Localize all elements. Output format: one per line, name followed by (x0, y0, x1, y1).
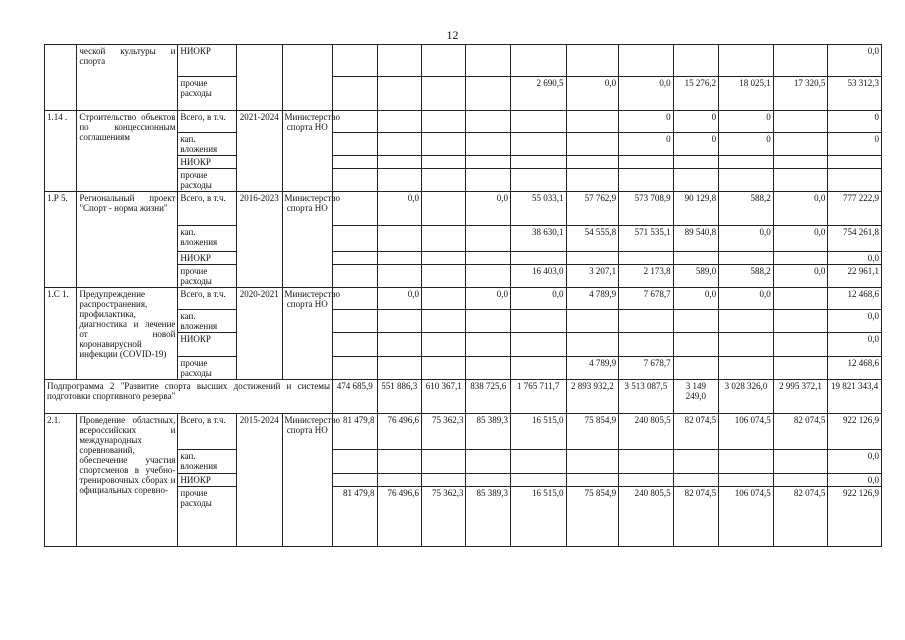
value-cell: 2 173,8 (619, 265, 674, 288)
value-cell (828, 169, 882, 192)
value-cell: 76 496,6 (377, 414, 421, 450)
cost-type-label: прочие расходы (178, 357, 237, 380)
value-cell: 82 074,5 (773, 487, 828, 547)
value-cell (422, 156, 466, 169)
value-cell: 0,0 (673, 288, 718, 310)
period-cell: 2015-2024 (237, 414, 282, 547)
value-cell (466, 77, 510, 111)
value-cell: 0,0 (619, 77, 674, 111)
value-cell (510, 474, 566, 487)
value-cell (333, 265, 377, 288)
executor-cell: Министерство спорта НО (282, 111, 333, 192)
value-cell (510, 333, 566, 357)
value-cell (333, 156, 377, 169)
value-cell (566, 45, 619, 77)
value-cell: 106 074,5 (719, 487, 774, 547)
value-cell (566, 310, 619, 333)
value-cell (466, 265, 510, 288)
value-cell: 38 630,1 (510, 226, 566, 252)
value-cell (673, 357, 718, 380)
value-cell (377, 357, 421, 380)
value-cell (333, 357, 377, 380)
value-cell (510, 169, 566, 192)
value-cell (773, 45, 828, 77)
value-cell: 0 (619, 111, 674, 133)
value-cell (422, 226, 466, 252)
value-cell: 240 805,5 (619, 414, 674, 450)
value-cell (422, 169, 466, 192)
value-cell (422, 357, 466, 380)
value-cell: 81 479,8 (333, 487, 377, 547)
value-cell: 0,0 (566, 77, 619, 111)
value-cell: 89 540,8 (673, 226, 718, 252)
value-cell: 0,0 (466, 288, 510, 310)
value-cell (773, 133, 828, 156)
value-cell (333, 333, 377, 357)
value-cell (773, 310, 828, 333)
value-cell (510, 45, 566, 77)
value-cell: 81 479,8 (333, 414, 377, 450)
value-cell (510, 156, 566, 169)
value-cell (422, 111, 466, 133)
value-cell: 0,0 (377, 192, 421, 226)
value-cell (510, 357, 566, 380)
value-cell (719, 357, 774, 380)
value-cell (377, 474, 421, 487)
value-cell: 0 (673, 133, 718, 156)
value-cell: 75 854,9 (566, 487, 619, 547)
value-cell: 4 789,9 (566, 357, 619, 380)
value-cell (333, 77, 377, 111)
cost-type-label: НИОКР (178, 252, 237, 265)
value-cell: 16 515,0 (510, 414, 566, 450)
value-cell: 75 854,9 (566, 414, 619, 450)
value-cell (566, 156, 619, 169)
value-cell (466, 169, 510, 192)
value-cell (422, 450, 466, 474)
period-cell: 2020-2021 (237, 288, 282, 380)
value-cell (719, 450, 774, 474)
value-cell: 0 (719, 111, 774, 133)
value-cell: 2 893 932,2 (566, 380, 619, 414)
value-cell: 474 685,9 (333, 380, 377, 414)
value-cell: 0,0 (828, 310, 882, 333)
value-cell: 90 129,8 (673, 192, 718, 226)
value-cell (377, 77, 421, 111)
value-cell (466, 45, 510, 77)
value-cell: 589,0 (673, 265, 718, 288)
cost-type-label: кап. вложения (178, 133, 237, 156)
item-number: 1.14 . (45, 111, 77, 192)
value-cell: 82 074,5 (673, 414, 718, 450)
item-name: Региональный проект "Спорт - норма жизни" (77, 192, 178, 288)
value-cell (422, 192, 466, 226)
table-row (45, 111, 882, 133)
item-number: 2.1. (45, 414, 77, 547)
value-cell: 0 (719, 133, 774, 156)
value-cell (566, 252, 619, 265)
value-cell: 551 886,3 (377, 380, 421, 414)
value-cell: 922 126,9 (828, 414, 882, 450)
value-cell: 54 555,8 (566, 226, 619, 252)
value-cell (619, 45, 674, 77)
value-cell (773, 450, 828, 474)
value-cell: 588,2 (719, 192, 774, 226)
value-cell: 53 312,3 (828, 77, 882, 111)
period-cell: 2016-2023 (237, 192, 282, 288)
value-cell: 0,0 (773, 265, 828, 288)
value-cell (422, 333, 466, 357)
value-cell (466, 252, 510, 265)
value-cell (719, 156, 774, 169)
cost-type-label: Всего, в т.ч. (178, 111, 237, 133)
executor-cell: Министерство спорта НО (282, 288, 333, 380)
value-cell (566, 111, 619, 133)
value-cell (377, 226, 421, 252)
value-cell: 0,0 (828, 45, 882, 77)
value-cell (510, 111, 566, 133)
cost-type-label: Всего, в т.ч. (178, 192, 237, 226)
cost-type-label: НИОКР (178, 333, 237, 357)
value-cell: 57 762,9 (566, 192, 619, 226)
value-cell (719, 252, 774, 265)
value-cell (466, 357, 510, 380)
value-cell (377, 333, 421, 357)
value-cell (510, 310, 566, 333)
value-cell: 85 389,3 (466, 487, 510, 547)
value-cell (377, 111, 421, 133)
value-cell (377, 133, 421, 156)
value-cell (510, 252, 566, 265)
value-cell: 16 515,0 (510, 487, 566, 547)
value-cell: 76 496,6 (377, 487, 421, 547)
value-cell: 571 535,1 (619, 226, 674, 252)
value-cell (333, 474, 377, 487)
value-cell: 82 074,5 (673, 487, 718, 547)
value-cell: 2 690,5 (510, 77, 566, 111)
value-cell: 0,0 (377, 288, 421, 310)
item-name: Проведение областных, всероссийских и международных соревнований, обеспечение участия спортсменов в учебно-тренировочных сборах и официальных соревно- (77, 414, 178, 547)
value-cell: 0,0 (773, 192, 828, 226)
value-cell: 0,0 (466, 192, 510, 226)
value-cell (566, 450, 619, 474)
value-cell: 610 367,1 (422, 380, 466, 414)
value-cell (422, 252, 466, 265)
value-cell (333, 252, 377, 265)
value-cell (566, 474, 619, 487)
value-cell: 22 961,1 (828, 265, 882, 288)
value-cell (466, 450, 510, 474)
value-cell (333, 45, 377, 77)
value-cell (377, 265, 421, 288)
value-cell: 3 207,1 (566, 265, 619, 288)
value-cell (422, 45, 466, 77)
value-cell (466, 333, 510, 357)
value-cell (333, 450, 377, 474)
subprogram-row (45, 380, 882, 414)
value-cell: 85 389,3 (466, 414, 510, 450)
value-cell (673, 252, 718, 265)
value-cell (333, 133, 377, 156)
item-number: 1.С 1. (45, 288, 77, 380)
cost-type-label: кап. вложения (178, 310, 237, 333)
value-cell: 82 074,5 (773, 414, 828, 450)
value-cell (422, 133, 466, 156)
value-cell: 0 (828, 111, 882, 133)
table-row (45, 288, 882, 310)
value-cell: 3 028 326,0 (719, 380, 774, 414)
value-cell: 7 678,7 (619, 357, 674, 380)
value-cell: 0 (619, 133, 674, 156)
executor-cell: Министерство спорта НО (282, 414, 333, 547)
value-cell (673, 333, 718, 357)
value-cell: 0,0 (719, 226, 774, 252)
value-cell: 922 126,9 (828, 487, 882, 547)
cost-type-label: НИОКР (178, 474, 237, 487)
table-row (45, 45, 882, 77)
value-cell: 573 708,9 (619, 192, 674, 226)
value-cell (566, 133, 619, 156)
value-cell (773, 169, 828, 192)
value-cell (333, 310, 377, 333)
value-cell (773, 252, 828, 265)
value-cell (828, 156, 882, 169)
value-cell (377, 310, 421, 333)
period-cell: 2021-2024 (237, 111, 282, 192)
item-name: Строительство объектов по концессионным соглашениям (77, 111, 178, 192)
value-cell (377, 156, 421, 169)
value-cell: 588,2 (719, 265, 774, 288)
item-number: 1.Р 5. (45, 192, 77, 288)
value-cell (719, 45, 774, 77)
value-cell: 754 261,8 (828, 226, 882, 252)
value-cell: 12 468,6 (828, 288, 882, 310)
page-number: 12 (446, 28, 459, 42)
value-cell: 55 033,1 (510, 192, 566, 226)
value-cell: 7 678,7 (619, 288, 674, 310)
value-cell: 0 (828, 133, 882, 156)
value-cell (619, 156, 674, 169)
value-cell (377, 450, 421, 474)
cost-type-label: кап. вложения (178, 226, 237, 252)
value-cell (566, 169, 619, 192)
cost-type-label: прочие расходы (178, 77, 237, 111)
value-cell (566, 333, 619, 357)
value-cell: 75 362,3 (422, 414, 466, 450)
cost-type-label: прочие расходы (178, 487, 237, 547)
value-cell: 0,0 (719, 288, 774, 310)
value-cell (719, 169, 774, 192)
value-cell: 0,0 (828, 333, 882, 357)
value-cell: 0,0 (773, 226, 828, 252)
cost-type-label: прочие расходы (178, 265, 237, 288)
value-cell: 3 513 087,5 (619, 380, 674, 414)
value-cell: 17 320,5 (773, 77, 828, 111)
value-cell: 75 362,3 (422, 487, 466, 547)
budget-table (44, 44, 882, 547)
value-cell (673, 156, 718, 169)
value-cell: 777 222,9 (828, 192, 882, 226)
executor-cell (282, 45, 333, 111)
value-cell: 12 468,6 (828, 357, 882, 380)
value-cell: 4 789,9 (566, 288, 619, 310)
value-cell: 0,0 (828, 252, 882, 265)
value-cell (333, 169, 377, 192)
value-cell (773, 111, 828, 133)
value-cell (673, 169, 718, 192)
value-cell: 106 074,5 (719, 414, 774, 450)
value-cell: 3 149 249,0 (673, 380, 718, 414)
value-cell (719, 333, 774, 357)
cost-type-label: Всего, в т.ч. (178, 288, 237, 310)
value-cell (773, 333, 828, 357)
value-cell (466, 310, 510, 333)
value-cell (422, 474, 466, 487)
value-cell (619, 474, 674, 487)
subprogram-label: Подпрограмма 2 "Развитие спорта высших достижений и системы подготовки спортивного резерва" (45, 380, 333, 414)
value-cell: 18 025,1 (719, 77, 774, 111)
value-cell (673, 45, 718, 77)
cost-type-label: кап. вложения (178, 450, 237, 474)
value-cell (510, 133, 566, 156)
cost-type-label: НИОКР (178, 156, 237, 169)
value-cell (466, 111, 510, 133)
executor-cell: Министерство спорта НО (282, 192, 333, 288)
cost-type-label: прочие расходы (178, 169, 237, 192)
value-cell: 0,0 (510, 288, 566, 310)
value-cell: 838 725,6 (466, 380, 510, 414)
period-cell (237, 45, 282, 111)
value-cell (333, 226, 377, 252)
value-cell: 0,0 (828, 474, 882, 487)
value-cell: 15 276,2 (673, 77, 718, 111)
value-cell: 19 821 343,4 (828, 380, 882, 414)
value-cell (466, 226, 510, 252)
value-cell (673, 474, 718, 487)
value-cell (422, 310, 466, 333)
value-cell (619, 310, 674, 333)
cost-type-label: Всего, в т.ч. (178, 414, 237, 450)
cost-type-label: НИОКР (178, 45, 237, 77)
value-cell (377, 45, 421, 77)
value-cell (466, 133, 510, 156)
item-name: Предупреждение распространения, профилактика, диагностика и лечение от новой коронавирусной инфекции (COVID-19) (77, 288, 178, 380)
value-cell (719, 310, 774, 333)
item-name: ческой культуры и спорта (77, 45, 178, 111)
value-cell (773, 288, 828, 310)
value-cell (377, 169, 421, 192)
value-cell (377, 252, 421, 265)
value-cell (466, 474, 510, 487)
value-cell (510, 450, 566, 474)
value-cell (619, 169, 674, 192)
value-cell (773, 357, 828, 380)
table-row (45, 414, 882, 450)
value-cell: 1 765 711,7 (510, 380, 566, 414)
table-row (45, 192, 882, 226)
value-cell (673, 310, 718, 333)
value-cell: 0,0 (828, 450, 882, 474)
value-cell (422, 77, 466, 111)
value-cell: 2 995 372,1 (773, 380, 828, 414)
value-cell (422, 265, 466, 288)
value-cell (466, 156, 510, 169)
value-cell (673, 450, 718, 474)
value-cell: 0 (673, 111, 718, 133)
value-cell (422, 288, 466, 310)
value-cell (719, 474, 774, 487)
value-cell: 240 805,5 (619, 487, 674, 547)
value-cell (773, 156, 828, 169)
value-cell: 16 403,0 (510, 265, 566, 288)
item-number (45, 45, 77, 111)
value-cell (619, 333, 674, 357)
value-cell (619, 252, 674, 265)
value-cell (619, 450, 674, 474)
value-cell (773, 474, 828, 487)
